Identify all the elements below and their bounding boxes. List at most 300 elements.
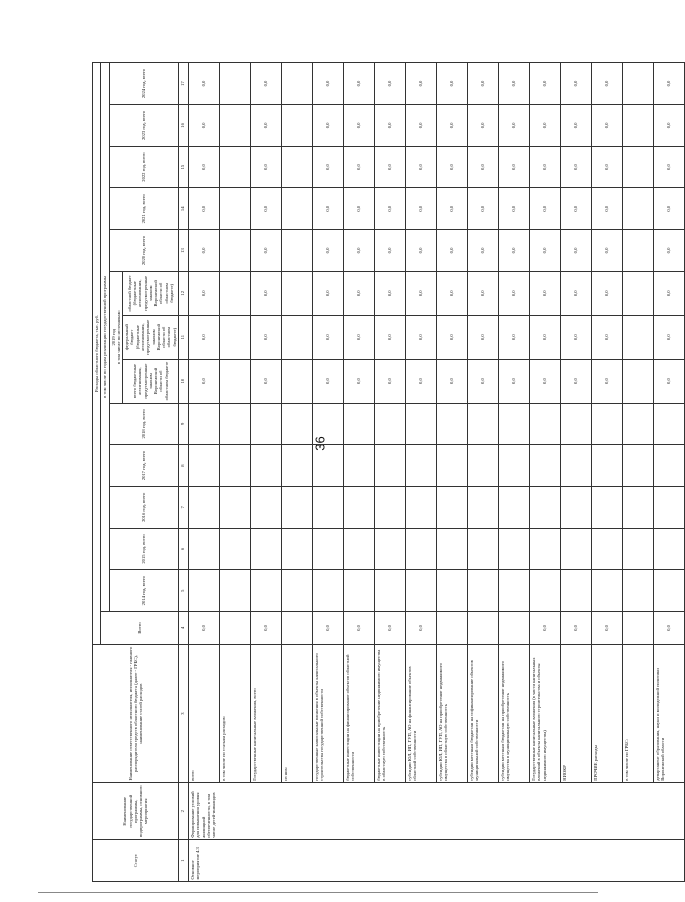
value-cell: 0,0: [343, 188, 374, 230]
header-2019-federal: федеральный бюджет (бюджетные ассигнования, предусмотренные законом Воронежской области об областном бюджете): [123, 315, 179, 359]
value-cell: [591, 570, 622, 612]
header-budget-group: Расходы областного бюджета, тыс. руб.: [93, 63, 101, 645]
value-cell: 0,0: [374, 188, 405, 230]
value-cell: [653, 445, 684, 487]
value-cell: 0,0: [188, 230, 219, 272]
value-cell: 0,0: [405, 315, 436, 359]
header-2018: 2018 год, всего: [109, 403, 178, 445]
value-cell: [281, 146, 312, 188]
value-cell: 0,0: [529, 63, 560, 105]
value-cell: [188, 570, 219, 612]
value-cell: [188, 403, 219, 445]
value-cell: [560, 528, 591, 570]
value-cell: [312, 403, 343, 445]
value-cell: [219, 188, 250, 230]
value-cell: [622, 271, 653, 315]
source-label-cell: Государственные капитальные вложения, всего: [250, 644, 281, 782]
value-cell: 0,0: [188, 271, 219, 315]
value-cell: [622, 570, 653, 612]
source-label-cell: из них:: [281, 644, 312, 782]
value-cell: [467, 445, 498, 487]
value-cell: 0,0: [312, 105, 343, 147]
value-cell: 0,0: [591, 315, 622, 359]
value-cell: [219, 359, 250, 403]
value-cell: 0,0: [560, 271, 591, 315]
value-cell: 0,0: [312, 359, 343, 403]
value-cell: 0,0: [436, 271, 467, 315]
value-cell: 0,0: [653, 612, 684, 645]
header-2019-total: всего бюджетные ассигнования, предусмотренные законом Воронежской области об областном бюджете: [123, 359, 179, 403]
header-total: Всего: [101, 612, 179, 645]
value-cell: [498, 445, 529, 487]
value-cell: [281, 63, 312, 105]
value-cell: [343, 570, 374, 612]
value-cell: [622, 315, 653, 359]
value-cell: 0,0: [467, 105, 498, 147]
source-label-cell: субсидии ЮЛ, ИП, ГУП, АО на финансирование объектов областной собственности: [405, 644, 436, 782]
value-cell: [591, 445, 622, 487]
value-cell: 0,0: [653, 271, 684, 315]
value-cell: [498, 570, 529, 612]
value-cell: [219, 403, 250, 445]
table-row: [436, 63, 467, 882]
header-2016: 2016 год, всего: [109, 486, 178, 528]
value-cell: [281, 105, 312, 147]
value-cell: 0,0: [405, 146, 436, 188]
value-cell: 0,0: [653, 146, 684, 188]
column-number: 5: [178, 570, 188, 612]
status-cell: Основное мероприятие 4.3: [188, 840, 684, 882]
value-cell: 0,0: [312, 146, 343, 188]
value-cell: 0,0: [498, 230, 529, 272]
value-cell: [250, 403, 281, 445]
value-cell: [622, 230, 653, 272]
header-2017: 2017 год, всего: [109, 445, 178, 487]
value-cell: 0,0: [498, 271, 529, 315]
header-2020: 2020 год, всего: [109, 230, 178, 272]
value-cell: [529, 570, 560, 612]
value-cell: 0,0: [529, 188, 560, 230]
value-cell: [622, 105, 653, 147]
value-cell: [529, 528, 560, 570]
value-cell: 0,0: [374, 315, 405, 359]
value-cell: [622, 146, 653, 188]
value-cell: 0,0: [405, 63, 436, 105]
value-cell: 0,0: [343, 612, 374, 645]
value-cell: 0,0: [188, 188, 219, 230]
value-cell: 0,0: [498, 63, 529, 105]
value-cell: [219, 63, 250, 105]
value-cell: 0,0: [560, 612, 591, 645]
value-cell: [281, 445, 312, 487]
value-cell: [188, 486, 219, 528]
table-row: [560, 63, 591, 882]
value-cell: 0,0: [591, 230, 622, 272]
column-number: 15: [178, 146, 188, 188]
value-cell: 0,0: [188, 105, 219, 147]
value-cell: 0,0: [591, 188, 622, 230]
value-cell: [219, 146, 250, 188]
value-cell: [219, 271, 250, 315]
value-cell: 0,0: [560, 359, 591, 403]
value-cell: [622, 403, 653, 445]
column-number: 17: [178, 63, 188, 105]
value-cell: [560, 570, 591, 612]
value-cell: 0,0: [343, 359, 374, 403]
value-cell: [374, 445, 405, 487]
value-cell: [405, 403, 436, 445]
value-cell: 0,0: [560, 188, 591, 230]
value-cell: [281, 230, 312, 272]
value-cell: 0,0: [467, 63, 498, 105]
value-cell: 0,0: [529, 146, 560, 188]
value-cell: 0,0: [250, 612, 281, 645]
value-cell: [622, 188, 653, 230]
value-cell: [436, 486, 467, 528]
value-cell: 0,0: [188, 315, 219, 359]
value-cell: [436, 403, 467, 445]
table-row: [498, 63, 529, 882]
value-cell: 0,0: [188, 612, 219, 645]
value-cell: 0,0: [312, 271, 343, 315]
value-cell: [560, 486, 591, 528]
value-cell: 0,0: [312, 188, 343, 230]
value-cell: 0,0: [250, 63, 281, 105]
rotated-sheet: [92, 0, 672, 902]
value-cell: [250, 570, 281, 612]
value-cell: [219, 570, 250, 612]
value-cell: 0,0: [467, 230, 498, 272]
value-cell: 0,0: [436, 63, 467, 105]
value-cell: [188, 445, 219, 487]
value-cell: [436, 528, 467, 570]
value-cell: [467, 612, 498, 645]
value-cell: 0,0: [529, 612, 560, 645]
value-cell: [405, 486, 436, 528]
value-cell: [653, 486, 684, 528]
source-label-cell: бюджетные инвестиции на финансирование объектов областной собственности: [343, 644, 374, 782]
value-cell: 0,0: [405, 230, 436, 272]
bottom-rule: [38, 892, 598, 893]
value-cell: 0,0: [312, 230, 343, 272]
value-cell: [281, 486, 312, 528]
value-cell: [653, 570, 684, 612]
value-cell: [281, 188, 312, 230]
value-cell: 0,0: [591, 271, 622, 315]
value-cell: [219, 445, 250, 487]
value-cell: 0,0: [343, 146, 374, 188]
value-cell: 0,0: [653, 63, 684, 105]
value-cell: 0,0: [374, 359, 405, 403]
value-cell: 0,0: [529, 105, 560, 147]
value-cell: [374, 570, 405, 612]
header-2014: 2014 год, всего: [109, 570, 178, 612]
header-source: Наименование ответственного исполнителя, исполнителя - главного распорядителя средств областного бюджета (далее - ГРБС), наименование статей расходов: [93, 644, 179, 782]
value-cell: 0,0: [343, 63, 374, 105]
value-cell: [560, 403, 591, 445]
value-cell: 0,0: [529, 315, 560, 359]
value-cell: [591, 403, 622, 445]
header-2023: 2023 год, всего: [109, 105, 178, 147]
source-label-cell: НИОКР: [560, 644, 591, 782]
value-cell: 0,0: [250, 230, 281, 272]
source-label-cell: департамент образования, науки и молодежной политики Воронежской области: [653, 644, 684, 782]
source-label-cell: всего: [188, 644, 219, 782]
value-cell: [250, 528, 281, 570]
value-cell: 0,0: [436, 146, 467, 188]
value-cell: 0,0: [498, 315, 529, 359]
value-cell: [405, 570, 436, 612]
value-cell: [374, 528, 405, 570]
value-cell: 0,0: [591, 105, 622, 147]
value-cell: 0,0: [591, 63, 622, 105]
source-label-cell: Государственные капитальные вложения (в части капитальных вложений в объекты капитального строительства и объекты недвижимого имущества): [529, 644, 560, 782]
table-row: [374, 63, 405, 882]
value-cell: [436, 612, 467, 645]
header-2019-group: [109, 271, 123, 403]
value-cell: [343, 445, 374, 487]
value-cell: 0,0: [467, 146, 498, 188]
value-cell: [219, 528, 250, 570]
value-cell: [622, 445, 653, 487]
value-cell: [281, 315, 312, 359]
value-cell: 0,0: [467, 359, 498, 403]
value-cell: [622, 63, 653, 105]
value-cell: [219, 486, 250, 528]
header-2022: 2022 год, всего: [109, 146, 178, 188]
table-row: [405, 63, 436, 882]
value-cell: [219, 230, 250, 272]
value-cell: 0,0: [188, 359, 219, 403]
header-2021: 2021 год, всего: [109, 188, 178, 230]
value-cell: 0,0: [374, 63, 405, 105]
value-cell: 0,0: [343, 315, 374, 359]
value-cell: [591, 486, 622, 528]
header-2024: 2024 год, всего: [109, 63, 178, 105]
source-label-cell: в том числе по ГРБС:: [622, 644, 653, 782]
value-cell: [560, 445, 591, 487]
column-number: 3: [178, 644, 188, 782]
value-cell: [405, 528, 436, 570]
column-number: 11: [178, 315, 188, 359]
header-2015: 2015 год, всего: [109, 528, 178, 570]
value-cell: [436, 445, 467, 487]
value-cell: 0,0: [529, 230, 560, 272]
value-cell: [467, 403, 498, 445]
column-number: 6: [178, 528, 188, 570]
value-cell: 0,0: [560, 105, 591, 147]
value-cell: [281, 570, 312, 612]
column-number: 9: [178, 403, 188, 445]
value-cell: 0,0: [529, 271, 560, 315]
value-cell: 0,0: [498, 146, 529, 188]
value-cell: 0,0: [653, 188, 684, 230]
value-cell: 0,0: [343, 105, 374, 147]
value-cell: 0,0: [436, 188, 467, 230]
value-cell: 0,0: [188, 146, 219, 188]
value-cell: 0,0: [560, 63, 591, 105]
value-cell: [467, 486, 498, 528]
header-2019-subtitle: в том числе по источникам:: [115, 310, 121, 365]
value-cell: [312, 445, 343, 487]
value-cell: 0,0: [250, 359, 281, 403]
column-number: 14: [178, 188, 188, 230]
value-cell: 0,0: [405, 359, 436, 403]
value-cell: [622, 486, 653, 528]
value-cell: 0,0: [436, 230, 467, 272]
value-cell: [529, 486, 560, 528]
value-cell: [219, 612, 250, 645]
source-label-cell: субсидии местным бюджетам на приобретение недвижимого имущества в муниципальную собственность: [498, 644, 529, 782]
table-row: [622, 63, 653, 882]
value-cell: 0,0: [374, 146, 405, 188]
source-label-cell: субсидии ЮЛ, ИП, ГУП, АО на приобретение недвижимого имущества в областную собственность: [436, 644, 467, 782]
program-cell: Формирование условий для повышения уровня жилищной обеспеченности, в том числе детей-инвалидов: [188, 783, 684, 840]
header-program-group: в том числе по годам реализации государственной программы: [101, 63, 109, 612]
value-cell: [498, 528, 529, 570]
value-cell: 0,0: [591, 146, 622, 188]
value-cell: 0,0: [405, 188, 436, 230]
value-cell: 0,0: [312, 612, 343, 645]
value-cell: 0,0: [653, 359, 684, 403]
value-cell: [188, 528, 219, 570]
column-number: 7: [178, 486, 188, 528]
header-2019-title: 2019 год: [110, 328, 116, 346]
value-cell: 0,0: [405, 105, 436, 147]
column-number: 16: [178, 105, 188, 147]
value-cell: [653, 528, 684, 570]
value-cell: 0,0: [529, 359, 560, 403]
column-number: 13: [178, 230, 188, 272]
value-cell: [281, 403, 312, 445]
value-cell: [467, 528, 498, 570]
value-cell: [312, 528, 343, 570]
value-cell: [312, 486, 343, 528]
column-number: 10: [178, 359, 188, 403]
value-cell: [343, 403, 374, 445]
value-cell: [622, 359, 653, 403]
value-cell: [622, 528, 653, 570]
value-cell: 0,0: [374, 105, 405, 147]
value-cell: 0,0: [312, 63, 343, 105]
value-cell: [374, 403, 405, 445]
value-cell: 0,0: [250, 105, 281, 147]
value-cell: 0,0: [560, 230, 591, 272]
value-cell: 0,0: [374, 230, 405, 272]
source-label-cell: ПРОЧИЕ расходы: [591, 644, 622, 782]
budget-table-container: [92, 0, 672, 902]
column-number: 4: [178, 612, 188, 645]
value-cell: 0,0: [436, 359, 467, 403]
value-cell: [498, 612, 529, 645]
value-cell: 0,0: [591, 612, 622, 645]
value-cell: 0,0: [498, 359, 529, 403]
value-cell: 0,0: [343, 230, 374, 272]
column-number: 1: [178, 840, 188, 882]
value-cell: [281, 359, 312, 403]
table-row: [188, 63, 219, 882]
value-cell: 0,0: [498, 188, 529, 230]
table-row: [312, 63, 343, 882]
value-cell: 0,0: [405, 271, 436, 315]
value-cell: 0,0: [560, 146, 591, 188]
value-cell: 0,0: [250, 188, 281, 230]
value-cell: [281, 271, 312, 315]
value-cell: [281, 528, 312, 570]
value-cell: 0,0: [343, 271, 374, 315]
table-row: [250, 63, 281, 882]
value-cell: [374, 486, 405, 528]
table-row: [219, 63, 250, 882]
page-number: 36: [312, 436, 328, 451]
value-cell: [498, 403, 529, 445]
value-cell: 0,0: [250, 271, 281, 315]
header-2019-regional: областной бюджет (бюджетные ассигнования, предусмотренные законом Воронежской области об областном бюджете): [123, 271, 179, 315]
value-cell: [467, 570, 498, 612]
value-cell: 0,0: [653, 315, 684, 359]
value-cell: 0,0: [312, 315, 343, 359]
value-cell: 0,0: [560, 315, 591, 359]
column-number: 2: [178, 783, 188, 840]
value-cell: 0,0: [591, 359, 622, 403]
value-cell: 0,0: [188, 63, 219, 105]
value-cell: 0,0: [498, 105, 529, 147]
value-cell: [498, 486, 529, 528]
value-cell: 0,0: [250, 146, 281, 188]
value-cell: [622, 612, 653, 645]
value-cell: 0,0: [653, 105, 684, 147]
table-row: [529, 63, 560, 882]
table-row: [281, 63, 312, 882]
value-cell: 0,0: [467, 315, 498, 359]
value-cell: [250, 486, 281, 528]
table-row: [343, 63, 374, 882]
value-cell: 0,0: [374, 612, 405, 645]
value-cell: [653, 403, 684, 445]
value-cell: 0,0: [467, 271, 498, 315]
value-cell: [343, 528, 374, 570]
column-number-row: [178, 63, 188, 882]
source-label-cell: бюджетные инвестиции на приобретение недвижимого имущества в областную собственность: [374, 644, 405, 782]
value-cell: [436, 570, 467, 612]
source-label-cell: в том числе по статьям расходов:: [219, 644, 250, 782]
column-number: 12: [178, 271, 188, 315]
value-cell: [405, 445, 436, 487]
table-row: [467, 63, 498, 882]
source-label-cell: государственные капитальные вложения в объекты капитального строительства государственной собственности: [312, 644, 343, 782]
source-label-cell: субсидии местным бюджетам на софинансирование объектов муниципальной собственности: [467, 644, 498, 782]
header-program: Наименование государственной программы, подпрограммы, основного мероприятия: [93, 783, 179, 840]
value-cell: [529, 403, 560, 445]
value-cell: 0,0: [467, 188, 498, 230]
column-number: 8: [178, 445, 188, 487]
value-cell: [219, 105, 250, 147]
value-cell: 0,0: [653, 230, 684, 272]
value-cell: 0,0: [374, 271, 405, 315]
value-cell: [219, 315, 250, 359]
value-cell: 0,0: [405, 612, 436, 645]
table-row: [653, 63, 684, 882]
value-cell: [250, 445, 281, 487]
value-cell: 0,0: [250, 315, 281, 359]
value-cell: [312, 570, 343, 612]
table-row: [591, 63, 622, 882]
value-cell: [529, 445, 560, 487]
value-cell: [343, 486, 374, 528]
value-cell: [591, 528, 622, 570]
header-status: Статус: [93, 840, 179, 882]
budget-table: [92, 62, 685, 882]
